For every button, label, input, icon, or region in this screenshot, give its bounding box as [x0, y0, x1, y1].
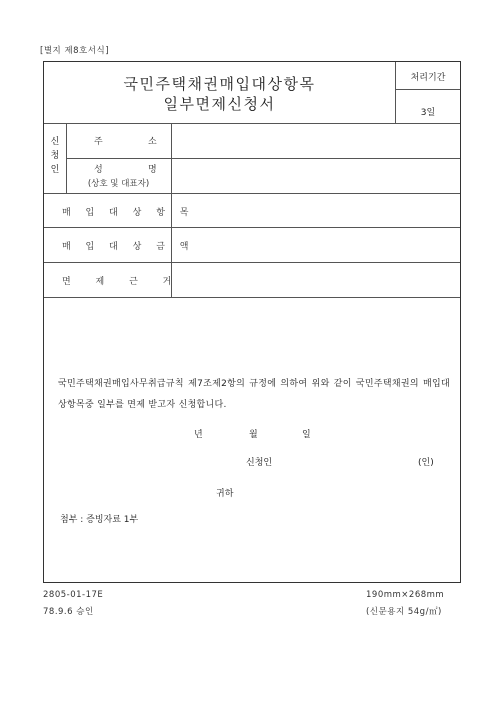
- divider: [66, 158, 460, 159]
- date-day-label: 일: [302, 430, 311, 440]
- name-label-char: 명: [148, 165, 157, 175]
- form-number-tag: [별지 제8호서식]: [40, 46, 110, 56]
- processing-period-value: 3일: [420, 108, 436, 118]
- attachment-note: 첨부 : 증빙자료 1부: [60, 515, 139, 525]
- paper-type: (신문용지 54g/㎡): [366, 607, 442, 617]
- approval-date: 78.9.6 승인: [43, 607, 94, 617]
- date-month-label: 월: [249, 430, 258, 440]
- divider: [44, 123, 460, 124]
- application-form: [43, 61, 461, 583]
- purchase-items-label: 매 입 대 상 항 목: [62, 208, 195, 218]
- name-sublabel: (상호 및 대표자): [87, 179, 150, 189]
- divider: [44, 227, 460, 228]
- address-label-char: 소: [148, 137, 157, 147]
- exemption-basis-label: 면 제 근 거: [62, 277, 178, 287]
- paper-size: 190mm×268mm: [366, 590, 445, 600]
- divider: [44, 262, 460, 263]
- processing-period-label: 처리기간: [410, 73, 446, 83]
- form-title-line-2: 일부면제신청서: [163, 95, 276, 113]
- applicant-char: 청: [50, 151, 60, 161]
- purchase-amount-label: 매 입 대 상 금 액: [62, 242, 195, 252]
- applicant-signature-label: 신청인: [246, 458, 273, 468]
- applicant-char: 인: [50, 165, 60, 175]
- address-label-char: 주: [94, 137, 103, 147]
- applicant-label: [44, 135, 66, 177]
- seal-mark: (인): [418, 458, 434, 468]
- addressee-label: 귀하: [216, 489, 234, 499]
- divider: [395, 89, 460, 90]
- applicant-char: 신: [50, 137, 60, 147]
- divider: [44, 193, 460, 194]
- date-year-label: 년: [194, 430, 203, 440]
- name-label-char: 성: [94, 165, 103, 175]
- application-statement: 국민주택채권매입사무취급규칙 제7조제2항의 규정에 의하여 위와 같이 국민주택채권의 매입대상항목중 일부를 면제 받고자 신청합니다.: [58, 379, 450, 410]
- form-title: [44, 74, 395, 114]
- form-code: 2805-01-17E: [43, 590, 104, 600]
- divider: [44, 297, 460, 298]
- form-title-line-1: 국민주택채권매입대상항목: [123, 75, 316, 93]
